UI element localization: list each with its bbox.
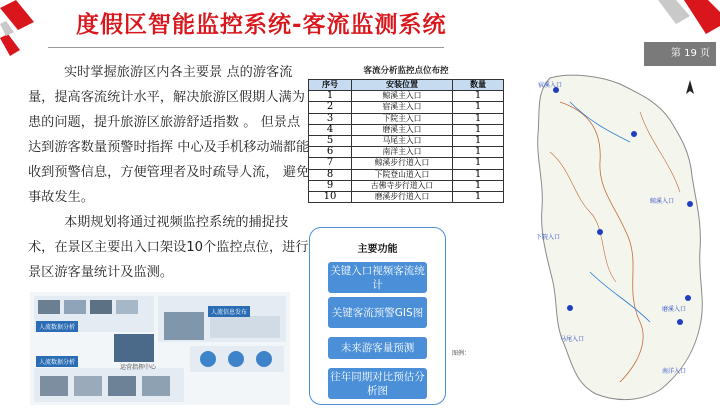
cell-quantity: 1 — [453, 113, 504, 124]
table-row — [309, 180, 504, 191]
map-label-mawei: 马尾入口 — [560, 336, 585, 343]
map-label-moxi: 磨溪入口 — [662, 306, 687, 313]
plan-paragraph — [28, 210, 310, 285]
cell-index: 6 — [309, 147, 352, 158]
intro-paragraph-text: 实时掌握旅游区内各主要景 点的游客流量，提高客流统计水平，解决旅游区假期人满为患的问题，提升旅游区旅游舒适指数 。 但景点达到游客数量预警时指挥 中心及手机移动端都能收到预警信息，方便管理者及时疏导人流， 避免事故发生。 — [28, 65, 310, 205]
table-body — [309, 91, 504, 203]
map-label-nanyang: 南洋入口 — [662, 368, 687, 375]
column-header-index: 序号 — [309, 80, 352, 91]
cell-index: 10 — [309, 191, 352, 202]
diagram-label-analysis-2: 人流数据分析 — [36, 356, 78, 367]
map-label-xiayuan: 下院入口 — [536, 234, 561, 241]
system-diagram-graphic — [30, 292, 290, 405]
cell-location: 下院主入口 — [352, 113, 453, 124]
monitoring-points-table — [308, 79, 504, 203]
cell-quantity: 1 — [453, 180, 504, 191]
cell-index: 3 — [309, 113, 352, 124]
cell-index: 7 — [309, 158, 352, 169]
cell-location: 磨溪主入口 — [352, 124, 453, 135]
cell-location: 鲸溪步行道入口 — [352, 158, 453, 169]
cell-quantity: 1 — [453, 147, 504, 158]
function-yoy-comparison-button[interactable]: 往年同期对比预估分析图 — [328, 368, 427, 399]
main-functions-heading: 主要功能 — [357, 244, 398, 255]
table-row — [309, 158, 504, 169]
cell-quantity: 1 — [453, 135, 504, 146]
cell-index: 1 — [309, 91, 352, 102]
cell-index: 4 — [309, 124, 352, 135]
table-row — [309, 124, 504, 135]
table-row — [309, 191, 504, 202]
table-row — [309, 102, 504, 113]
cell-quantity: 1 — [453, 91, 504, 102]
system-diagram-image — [30, 292, 290, 405]
page-title: 度假区智能监控系统-客流监测系统 — [76, 12, 447, 38]
cell-quantity: 1 — [453, 191, 504, 202]
table-row — [309, 135, 504, 146]
cell-location: 下院登山道入口 — [352, 169, 453, 180]
cell-index: 8 — [309, 169, 352, 180]
column-header-quantity: 数量 — [453, 80, 504, 91]
cell-index: 5 — [309, 135, 352, 146]
cell-location: 马尾主入口 — [352, 135, 453, 146]
cell-location: 古佛寺步行道入口 — [352, 180, 453, 191]
cell-quantity: 1 — [453, 124, 504, 135]
cell-location: 宿溪主入口 — [352, 102, 453, 113]
map-legend-label: 图例： — [452, 350, 471, 357]
function-forecast-button[interactable]: 未来游客量预测 — [328, 337, 427, 359]
table-header-row — [309, 80, 504, 91]
cell-location: 鲸溪主入口 — [352, 91, 453, 102]
title-underline — [48, 47, 444, 48]
cell-quantity: 1 — [453, 102, 504, 113]
cell-index: 9 — [309, 180, 352, 191]
diagram-center-label: 运营指挥中心 — [120, 364, 157, 371]
table-row — [309, 91, 504, 102]
corner-decoration-left — [0, 0, 38, 60]
cell-quantity: 1 — [453, 158, 504, 169]
diagram-label-analysis: 人流数据分析 — [36, 321, 78, 332]
corner-decoration-right — [650, 0, 720, 40]
plan-paragraph-text: 本期规划将通过视频监控系统的捕捉技术，在景区主要出入口架设10个监控点位，进行景区游客量统计及监测。 — [28, 215, 309, 280]
cell-index: 2 — [309, 102, 352, 113]
cell-quantity: 1 — [453, 169, 504, 180]
diagram-label-publish: 人流信息发布 — [208, 306, 250, 317]
column-header-location: 安装位置 — [352, 80, 453, 91]
cell-location: 南洋主入口 — [352, 147, 453, 158]
map-label-jingxi: 鲸溪入口 — [650, 198, 675, 205]
table-row — [309, 147, 504, 158]
function-warning-gis-button[interactable]: 关键客流预警GIS图 — [328, 297, 427, 328]
page-number-badge: 第 19 页 — [644, 42, 716, 66]
function-passenger-count-button[interactable]: 关键入口视频客流统计 — [328, 262, 427, 293]
table-row — [309, 169, 504, 180]
table-row — [309, 113, 504, 124]
intro-paragraph — [28, 60, 310, 210]
cell-location: 磨溪步行道入口 — [352, 191, 453, 202]
table-title: 客流分析监控点位布控 — [363, 66, 449, 76]
map-label-suxi: 宿溪入口 — [538, 82, 563, 89]
